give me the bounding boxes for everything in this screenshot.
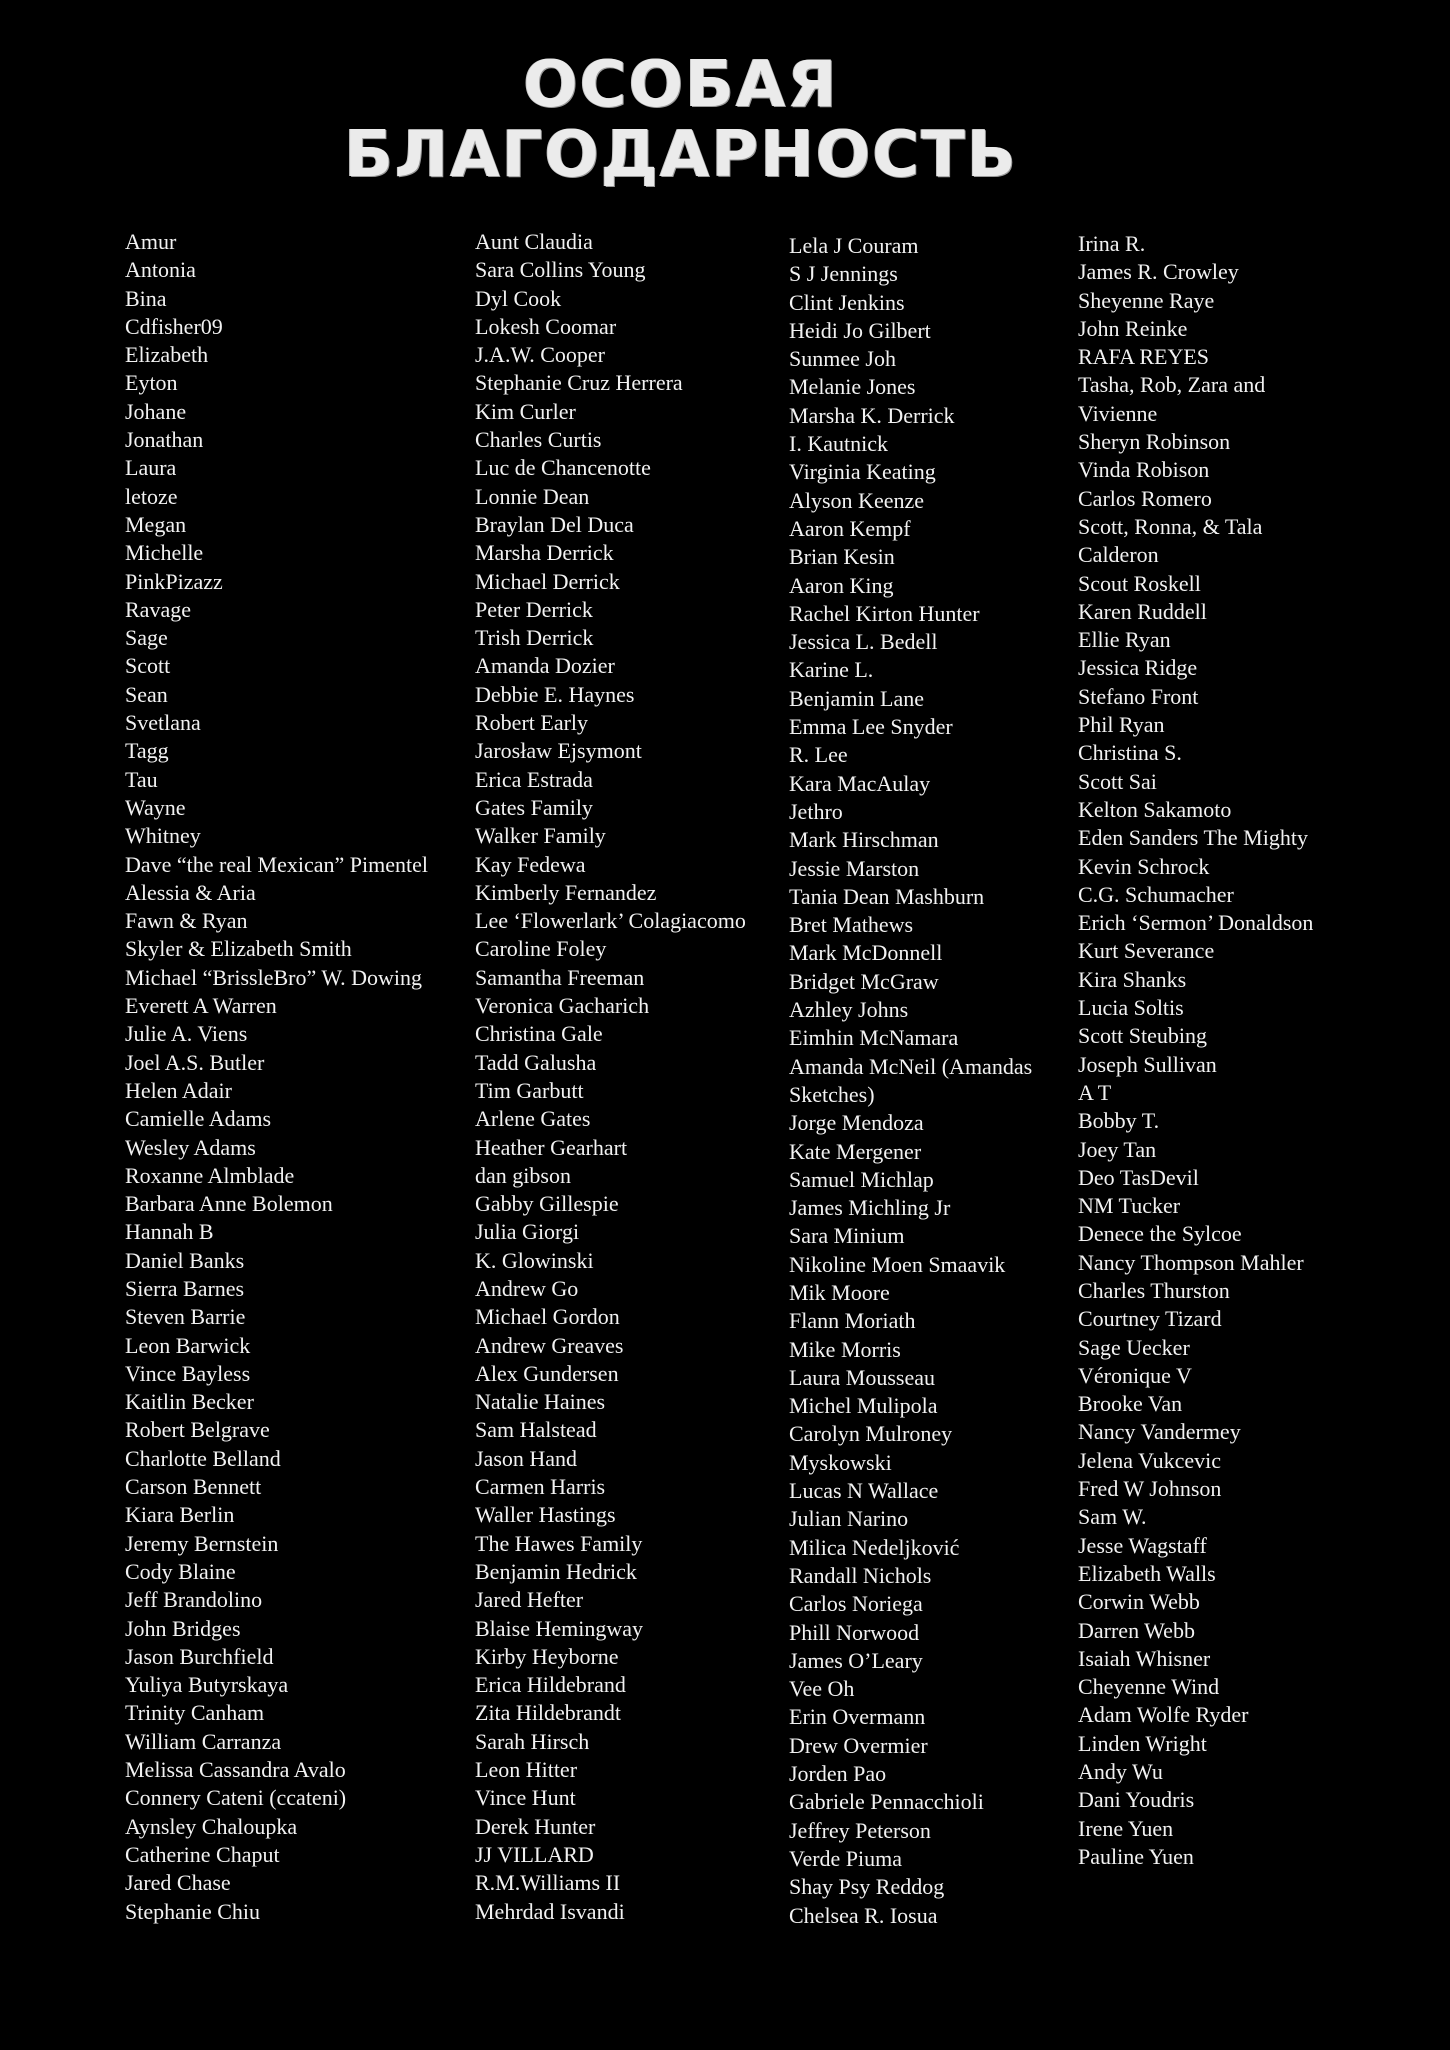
- name-entry: Sam Halstead: [475, 1417, 597, 1443]
- name-entry: Tau: [125, 766, 158, 792]
- name-entry: Nancy Vandermey: [1078, 1419, 1241, 1445]
- name-entry: NM Tucker: [1078, 1193, 1181, 1219]
- name-entry: Daniel Banks: [125, 1247, 245, 1273]
- name-entry: Myskowski: [789, 1449, 892, 1475]
- name-entry: Debbie E. Haynes: [475, 681, 635, 707]
- name-entry: Aaron Kempf: [789, 515, 911, 541]
- name-entry: Jelena Vukcevic: [1078, 1447, 1222, 1473]
- name-entry: Kim Curler: [475, 398, 576, 424]
- name-entry: Jorden Pao: [789, 1761, 887, 1787]
- name-entry: I. Kautnick: [789, 431, 888, 457]
- name-entry: Stephanie Chiu: [125, 1898, 261, 1924]
- name-entry: Mark McDonnell: [789, 940, 943, 966]
- name-entry: Dyl Cook: [475, 285, 562, 311]
- name-entry: Drew Overmier: [789, 1732, 928, 1758]
- name-entry: Véronique V: [1078, 1362, 1192, 1388]
- name-entry: Alex Gundersen: [475, 1360, 619, 1386]
- name-entry: Hannah B: [125, 1219, 214, 1245]
- name-entry: Erica Hildebrand: [475, 1672, 626, 1698]
- name-entry: Dani Youdris: [1078, 1787, 1195, 1813]
- name-entry: Mike Morris: [789, 1336, 901, 1362]
- name-entry: Tadd Galusha: [475, 1049, 597, 1075]
- name-entry: Bridget McGraw: [789, 968, 939, 994]
- name-entry: Irina R.: [1078, 231, 1146, 256]
- name-entry: Jason Burchfield: [125, 1643, 274, 1669]
- name-entry: Trinity Canham: [125, 1700, 265, 1726]
- name-entry: Walker Family: [475, 823, 606, 849]
- name-entry: Jessica L. Bedell: [789, 629, 938, 655]
- name-entry: Alessia & Aria: [125, 879, 256, 905]
- name-entry: Robert Early: [475, 710, 589, 736]
- name-entry: Ellie Ryan: [1078, 627, 1171, 653]
- name-entry: Kaitlin Becker: [125, 1389, 254, 1415]
- name-entry: Linden Wright: [1078, 1730, 1207, 1756]
- name-entry: Sheryn Robinson: [1078, 429, 1231, 455]
- name-entry: Helen Adair: [125, 1077, 232, 1103]
- name-entry: RAFA REYES: [1078, 344, 1210, 370]
- name-entry: Sage Uecker: [1078, 1334, 1190, 1360]
- name-entry: Isaiah Whisner: [1078, 1645, 1211, 1671]
- name-entry: Lee ‘Flowerlark’ Colagiacomo: [475, 908, 746, 934]
- name-entry: James O’Leary: [789, 1647, 923, 1673]
- name-entry: Lucia Soltis: [1078, 995, 1184, 1021]
- name-entry: Lonnie Dean: [475, 483, 590, 509]
- name-entry: Virginia Keating: [789, 459, 936, 485]
- name-entry: John Bridges: [125, 1615, 241, 1641]
- name-entry: Lucas N Wallace: [789, 1478, 939, 1504]
- name-entry: Kirby Heyborne: [475, 1643, 619, 1669]
- name-entry: Stefano Front: [1078, 683, 1199, 709]
- name-entry: Blaise Hemingway: [475, 1615, 644, 1641]
- page-title-line-2: БЛАГОДАРНОСТЬ: [344, 118, 1018, 192]
- name-entry: Jason Hand: [475, 1445, 578, 1471]
- name-entry: Luc de Chancenotte: [475, 455, 651, 481]
- name-entry: Tasha, Rob, Zara and: [1078, 372, 1266, 398]
- name-entry: Fred W Johnson: [1078, 1476, 1222, 1502]
- name-entry: Nancy Thompson Mahler: [1078, 1249, 1304, 1275]
- name-entry: Elizabeth: [125, 342, 209, 368]
- name-entry: Joey Tan: [1078, 1136, 1157, 1162]
- name-entry: Robert Belgrave: [125, 1417, 270, 1443]
- name-entry: Jared Chase: [125, 1870, 231, 1896]
- name-entry: Randall Nichols: [789, 1562, 932, 1588]
- name-entry: Peter Derrick: [475, 596, 593, 622]
- name-entry: Laura: [125, 455, 177, 481]
- name-entry: JJ VILLARD: [475, 1841, 594, 1867]
- name-entry: Kurt Severance: [1078, 938, 1215, 964]
- name-entry: Mark Hirschman: [789, 827, 939, 853]
- name-entry: Marsha Derrick: [475, 540, 614, 566]
- name-entry: Jeffrey Peterson: [789, 1817, 931, 1843]
- name-entry: Bobby T.: [1078, 1108, 1160, 1134]
- name-entry: Joseph Sullivan: [1078, 1051, 1217, 1077]
- name-entry: Kevin Schrock: [1078, 853, 1210, 879]
- name-entry: Calderon: [1078, 542, 1159, 568]
- name-entry: Sarah Hirsch: [475, 1728, 590, 1754]
- name-entry: Carmen Harris: [475, 1474, 606, 1500]
- name-entry: Julie A. Viens: [125, 1021, 248, 1047]
- name-entry: A T: [1078, 1079, 1112, 1105]
- name-entry: Scout Roskell: [1078, 570, 1201, 596]
- name-entry: Erica Estrada: [475, 766, 593, 792]
- name-entry: Irene Yuen: [1078, 1815, 1174, 1841]
- name-entry: Lokesh Coomar: [475, 313, 617, 339]
- name-entry: Kara MacAulay: [789, 770, 931, 796]
- name-entry: Julia Giorgi: [475, 1219, 580, 1245]
- name-entry: Tim Garbutt: [475, 1077, 584, 1103]
- name-entry: Jarosław Ejsymont: [475, 738, 642, 764]
- name-entry: Derek Hunter: [475, 1813, 596, 1839]
- name-entry: Sketches): [789, 1081, 875, 1107]
- name-entry: Mik Moore: [789, 1279, 890, 1305]
- name-entry: Catherine Chaput: [125, 1841, 280, 1867]
- name-entry: Aunt Claudia: [475, 229, 593, 254]
- name-entry: Jessie Marston: [789, 855, 920, 881]
- name-entry: Benjamin Hedrick: [475, 1558, 637, 1584]
- name-entry: Charles Thurston: [1078, 1277, 1230, 1303]
- name-entry: Adam Wolfe Ryder: [1078, 1702, 1249, 1728]
- name-entry: Whitney: [125, 823, 201, 849]
- name-entry: Tania Dean Mashburn: [789, 883, 985, 909]
- name-entry: Jethro: [789, 798, 843, 824]
- name-entry: Marsha K. Derrick: [789, 402, 955, 428]
- name-entry: Kiara Berlin: [125, 1502, 235, 1528]
- name-entry: Gates Family: [475, 794, 593, 820]
- name-entry: Ravage: [125, 596, 191, 622]
- names-column-1: [125, 228, 428, 1926]
- name-entry: Verde Piuma: [789, 1845, 903, 1871]
- name-entry: PinkPizazz: [125, 568, 223, 594]
- name-entry: Pauline Yuen: [1078, 1843, 1194, 1869]
- name-entry: Erin Overmann: [789, 1704, 926, 1730]
- name-entry: Flann Moriath: [789, 1308, 916, 1334]
- name-entry: Wesley Adams: [125, 1134, 256, 1160]
- name-entry: Kelton Sakamoto: [1078, 796, 1232, 822]
- name-entry: Karine L.: [789, 657, 874, 683]
- name-entry: Sierra Barnes: [125, 1275, 245, 1301]
- names-column-2: [475, 228, 746, 1926]
- name-entry: Kimberly Fernandez: [475, 879, 657, 905]
- name-entry: Bina: [125, 285, 167, 311]
- name-entry: Carlos Romero: [1078, 485, 1212, 511]
- name-entry: Michelle: [125, 540, 204, 566]
- name-entry: Emma Lee Snyder: [789, 714, 953, 740]
- name-entry: Heidi Jo Gilbert: [789, 317, 931, 343]
- name-entry: Aaron King: [789, 572, 894, 598]
- name-entry: Andrew Greaves: [475, 1332, 624, 1358]
- name-entry: Laura Mousseau: [789, 1364, 936, 1390]
- name-entry: Sara Collins Young: [475, 257, 646, 283]
- name-entry: Fawn & Ryan: [125, 908, 248, 934]
- name-entry: Yuliya Butyrskaya: [125, 1672, 289, 1698]
- name-entry: Carlos Noriega: [789, 1591, 923, 1617]
- name-entry: Veronica Gacharich: [475, 993, 650, 1019]
- name-entry: Vinda Robison: [1078, 457, 1210, 483]
- name-entry: Steven Barrie: [125, 1304, 246, 1330]
- name-entry: Joel A.S. Butler: [125, 1049, 265, 1075]
- name-entry: Svetlana: [125, 710, 201, 736]
- name-entry: Sam W.: [1078, 1504, 1147, 1530]
- page-title-line-1: ОСОБАЯ: [523, 48, 839, 122]
- name-entry: Antonia: [125, 257, 196, 283]
- name-entry: Vince Bayless: [125, 1360, 251, 1386]
- name-entry: Melissa Cassandra Avalo: [125, 1757, 346, 1783]
- name-entry: Scott Sai: [1078, 768, 1157, 794]
- name-entry: Azhley Johns: [789, 997, 909, 1023]
- name-entry: Aynsley Chaloupka: [125, 1813, 298, 1839]
- name-entry: Andy Wu: [1078, 1759, 1163, 1785]
- name-entry: K. Glowinski: [475, 1247, 594, 1273]
- name-entry: Michael “BrissleBro” W. Dowing: [125, 964, 422, 990]
- name-entry: Karen Ruddell: [1078, 598, 1207, 624]
- name-entry: Phil Ryan: [1078, 712, 1165, 738]
- name-entry: Kate Mergener: [789, 1138, 922, 1164]
- name-entry: Carolyn Mulroney: [789, 1421, 953, 1447]
- name-entry: Samantha Freeman: [475, 964, 645, 990]
- name-entry: Kay Fedewa: [475, 851, 586, 877]
- name-entry: Zita Hildebrandt: [475, 1700, 622, 1726]
- name-entry: Roxanne Almblade: [125, 1162, 295, 1188]
- name-entry: Erich ‘Sermon’ Donaldson: [1078, 910, 1314, 936]
- name-entry: Andrew Go: [475, 1275, 579, 1301]
- name-entry: Connery Cateni (ccateni): [125, 1785, 347, 1811]
- name-entry: Caroline Foley: [475, 936, 607, 962]
- name-entry: Kira Shanks: [1078, 966, 1187, 992]
- name-entry: Everett A Warren: [125, 993, 277, 1019]
- name-entry: Wayne: [125, 794, 186, 820]
- name-entry: James Michling Jr: [789, 1195, 951, 1221]
- name-entry: Jessica Ridge: [1078, 655, 1198, 681]
- name-entry: Jeff Brandolino: [125, 1587, 263, 1613]
- name-entry: Corwin Webb: [1078, 1589, 1200, 1615]
- name-entry: Waller Hastings: [475, 1502, 616, 1528]
- name-entry: C.G. Schumacher: [1078, 881, 1234, 907]
- name-entry: Sean: [125, 681, 168, 707]
- name-entry: Milica Nedeljković: [789, 1534, 960, 1560]
- name-entry: Scott Steubing: [1078, 1023, 1207, 1049]
- name-entry: Scott, Ronna, & Tala: [1078, 513, 1263, 539]
- name-entry: Megan: [125, 511, 187, 537]
- name-entry: Alyson Keenze: [789, 487, 925, 513]
- name-entry: Samuel Michlap: [789, 1166, 934, 1192]
- name-entry: Jeremy Bernstein: [125, 1530, 279, 1556]
- name-entry: Shay Psy Reddog: [789, 1874, 945, 1900]
- name-entry: Arlene Gates: [475, 1106, 591, 1132]
- name-entry: Michael Gordon: [475, 1304, 620, 1330]
- name-entry: Deo TasDevil: [1078, 1164, 1199, 1190]
- name-entry: Cody Blaine: [125, 1558, 236, 1584]
- name-entry: Charles Curtis: [475, 427, 602, 453]
- name-entry: Sunmee Joh: [789, 346, 896, 372]
- name-entry: Amanda Dozier: [475, 653, 615, 679]
- name-entry: Heather Gearhart: [475, 1134, 628, 1160]
- names-column-3: [789, 232, 1059, 1930]
- name-entry: Vee Oh: [789, 1676, 855, 1702]
- name-entry: Brooke Van: [1078, 1391, 1183, 1417]
- name-entry: Charlotte Belland: [125, 1445, 281, 1471]
- name-entry: Vivienne: [1078, 400, 1158, 426]
- name-entry: Gabriele Pennacchioli: [789, 1789, 984, 1815]
- name-entry: Chelsea R. Iosua: [789, 1902, 938, 1928]
- name-entry: Camielle Adams: [125, 1106, 272, 1132]
- name-entry: R. Lee: [789, 742, 848, 768]
- name-entry: Jorge Mendoza: [789, 1110, 924, 1136]
- name-entry: Amanda McNeil (Amandas: [789, 1053, 1033, 1079]
- name-entry: Cdfisher09: [125, 313, 223, 339]
- name-entry: James R. Crowley: [1078, 259, 1239, 285]
- name-entry: Barbara Anne Bolemon: [125, 1191, 333, 1217]
- name-entry: Darren Webb: [1078, 1617, 1195, 1643]
- name-entry: Courtney Tizard: [1078, 1306, 1222, 1332]
- name-entry: Melanie Jones: [789, 374, 916, 400]
- name-entry: Vince Hunt: [475, 1785, 576, 1811]
- name-entry: Leon Hitter: [475, 1757, 578, 1783]
- name-entry: R.M.Williams II: [475, 1870, 621, 1896]
- name-entry: Tagg: [125, 738, 169, 764]
- name-entry: Clint Jenkins: [789, 289, 905, 315]
- name-entry: Johane: [125, 398, 187, 424]
- name-entry: Michel Mulipola: [789, 1393, 938, 1419]
- name-entry: Stephanie Cruz Herrera: [475, 370, 683, 396]
- name-entry: John Reinke: [1078, 315, 1188, 341]
- name-entry: Brian Kesin: [789, 544, 895, 570]
- name-entry: Carson Bennett: [125, 1474, 262, 1500]
- name-entry: Benjamin Lane: [789, 685, 925, 711]
- name-entry: letoze: [125, 483, 178, 509]
- name-entry: Phill Norwood: [789, 1619, 920, 1645]
- name-entry: Elizabeth Walls: [1078, 1560, 1216, 1586]
- name-entry: Gabby Gillespie: [475, 1191, 619, 1217]
- page-title: [0, 50, 1362, 190]
- name-entry: Sara Minium: [789, 1223, 905, 1249]
- name-entry: Scott: [125, 653, 171, 679]
- name-entry: Michael Derrick: [475, 568, 620, 594]
- name-entry: J.A.W. Cooper: [475, 342, 605, 368]
- name-entry: dan gibson: [475, 1162, 571, 1188]
- name-entry: Bret Mathews: [789, 912, 914, 938]
- name-entry: Eimhin McNamara: [789, 1025, 959, 1051]
- name-entry: Jesse Wagstaff: [1078, 1532, 1207, 1558]
- name-entry: Nikoline Moen Smaavik: [789, 1251, 1006, 1277]
- name-entry: Christina S.: [1078, 740, 1182, 766]
- name-entry: Sage: [125, 625, 168, 651]
- name-entry: Jared Hefter: [475, 1587, 584, 1613]
- name-entry: Jonathan: [125, 427, 204, 453]
- name-entry: Braylan Del Duca: [475, 511, 634, 537]
- name-entry: The Hawes Family: [475, 1530, 643, 1556]
- name-entry: Lela J Couram: [789, 233, 919, 258]
- name-entry: Eyton: [125, 370, 178, 396]
- name-entry: Amur: [125, 229, 177, 254]
- name-entry: Leon Barwick: [125, 1332, 251, 1358]
- name-entry: Skyler & Elizabeth Smith: [125, 936, 352, 962]
- name-entry: Rachel Kirton Hunter: [789, 600, 980, 626]
- names-column-4: [1078, 230, 1313, 1871]
- name-entry: Julian Narino: [789, 1506, 909, 1532]
- name-entry: William Carranza: [125, 1728, 282, 1754]
- name-entry: Dave “the real Mexican” Pimentel: [125, 851, 428, 877]
- name-entry: Eden Sanders The Mighty: [1078, 825, 1308, 851]
- name-entry: Christina Gale: [475, 1021, 603, 1047]
- name-entry: Trish Derrick: [475, 625, 594, 651]
- name-entry: Denece the Sylcoe: [1078, 1221, 1242, 1247]
- name-entry: Mehrdad Isvandi: [475, 1898, 625, 1924]
- name-entry: Sheyenne Raye: [1078, 287, 1215, 313]
- name-entry: S J Jennings: [789, 261, 898, 287]
- name-entry: Natalie Haines: [475, 1389, 606, 1415]
- name-entry: Cheyenne Wind: [1078, 1674, 1220, 1700]
